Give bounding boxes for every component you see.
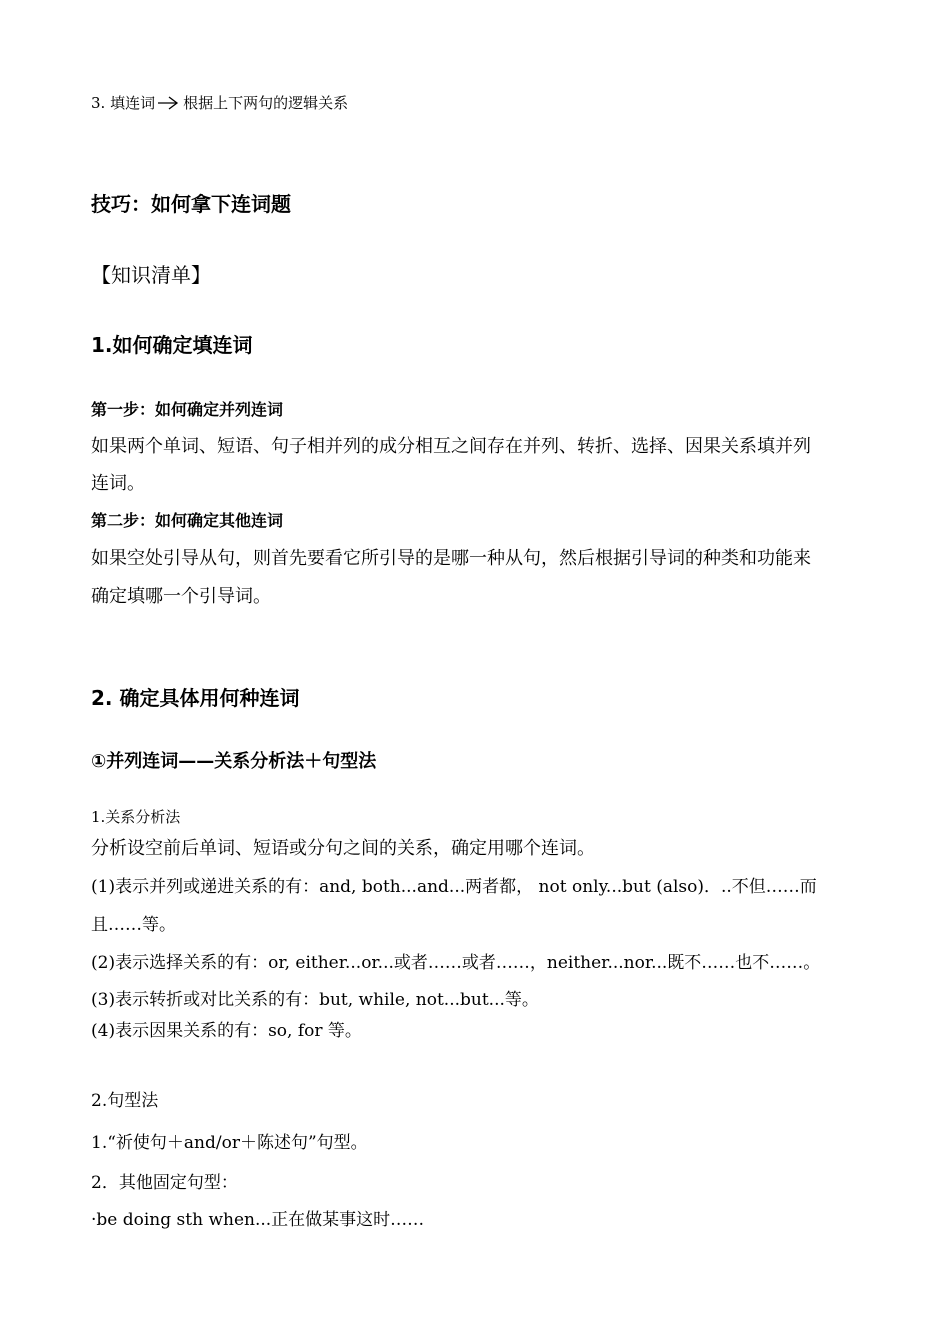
method1-title: 1.关系分析法: [91, 808, 181, 826]
item1-line2: 且……等。: [91, 915, 176, 935]
pattern2-example: ·be doing sth when...正在做某事这时……: [91, 1210, 425, 1230]
step2-text-line1: 如果空处引导从句，则首先要看它所引导的是哪一种从句，然后根据引导词的种类和功能来: [91, 548, 811, 569]
subsection1-title: ①并列连词——关系分析法＋句型法: [91, 751, 377, 772]
item1-line1: (1)表示并列或递进关系的有：and, both...and...两者都， not only...but (also)．..不但……而: [91, 877, 817, 897]
knowledge-list-heading: 【知识清单】: [91, 263, 211, 287]
intro-prefix: 3. 填连词: [91, 94, 156, 112]
item2: (2)表示选择关系的有：or, either...or...或者……或者……，neither...nor...既不……也不……。: [91, 953, 821, 973]
pattern1: 1.“祈使句＋and/or＋陈述句”句型。: [91, 1133, 368, 1153]
item4: (4)表示因果关系的有：so, for 等。: [91, 1021, 362, 1041]
step1-title: 第一步：如何确定并列连词: [91, 400, 284, 419]
section1-title: 1.如何确定填连词: [91, 333, 253, 357]
step2-title: 第二步：如何确定其他连词: [91, 511, 284, 530]
arrow-right-icon: [157, 96, 179, 110]
pattern2: 2．其他固定句型：: [91, 1173, 238, 1193]
item3: (3)表示转折或对比关系的有：but, while, not...but...等。: [91, 990, 539, 1010]
section2-title: 2. 确定具体用何种连词: [91, 686, 300, 710]
step2-text-line2: 确定填哪一个引导词。: [91, 586, 271, 607]
step1-text-line2: 连词。: [91, 473, 145, 494]
tips-title: 技巧：如何拿下连词题: [91, 192, 291, 216]
intro-line: [91, 92, 348, 113]
step1-text-line1: 如果两个单词、短语、句子相并列的成分相互之间存在并列、转折、选择、因果关系填并列: [91, 436, 811, 457]
intro-rest: 根据上下两句的逻辑关系: [183, 94, 349, 112]
method1-intro: 分析设空前后单词、短语或分句之间的关系，确定用哪个连词。: [91, 838, 595, 859]
method2-title: 2.句型法: [91, 1091, 159, 1111]
